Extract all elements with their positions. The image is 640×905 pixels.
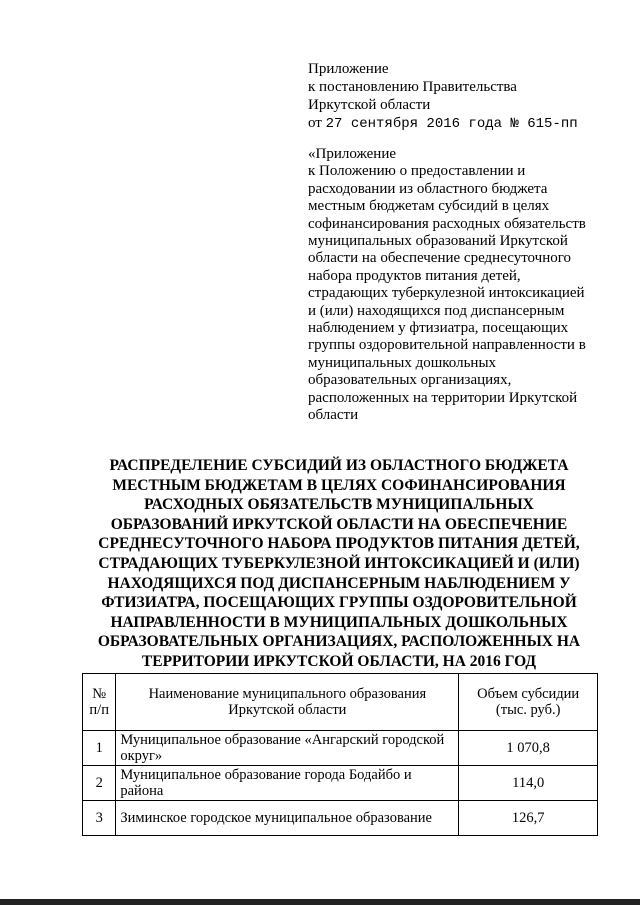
title-line: НАХОДЯЩИХСЯ ПОД ДИСПАНСЕРНЫМ НАБЛЮДЕНИЕМ У xyxy=(107,574,571,592)
annex-line: к Положению о предоставлении и xyxy=(308,163,526,180)
row-num: 2 xyxy=(83,766,116,801)
table-row xyxy=(83,766,598,801)
header-value: Объем субсидии (тыс. руб.) xyxy=(459,674,598,731)
row-value: 1 070,8 xyxy=(459,731,598,766)
title-line: ОБРАЗОВАНИЙ ИРКУТСКОЙ ОБЛАСТИ НА ОБЕСПЕЧЕНИЕ xyxy=(110,515,568,533)
annex-block xyxy=(308,146,600,425)
table-header-row xyxy=(83,674,598,731)
title-line: МЕСТНЫМ БЮДЖЕТАМ В ЦЕЛЯХ СОФИНАНСИРОВАНИЯ xyxy=(112,476,566,494)
row-name: Зиминское городское муниципальное образование xyxy=(116,801,459,836)
approval-block xyxy=(308,60,608,133)
row-num: 3 xyxy=(83,801,116,836)
title-line: РАСХОДНЫХ ОБЯЗАТЕЛЬСТВ МУНИЦИПАЛЬНЫХ xyxy=(144,496,534,514)
row-value: 126,7 xyxy=(459,801,598,836)
annex-line: софинансирования расходных обязательств xyxy=(308,215,586,232)
title-line: ОБРАЗОВАТЕЛЬНЫХ ОРГАНИЗАЦИЯХ, РАСПОЛОЖЕННЫХ НА xyxy=(97,633,581,651)
approval-line-2: к постановлению Правительства xyxy=(308,79,517,95)
annex-head: «Приложение xyxy=(308,146,397,162)
annex-line: муниципальных образований Иркутской xyxy=(308,233,568,250)
approval-from: от xyxy=(308,115,322,131)
approval-date-line xyxy=(308,114,608,133)
row-value: 114,0 xyxy=(459,766,598,801)
header-name: Наименование муниципального образования Иркутской области xyxy=(116,674,459,731)
annex-line: расходовании из областного бюджета xyxy=(308,180,548,197)
row-name: Муниципальное образование «Ангарский городской округ» xyxy=(116,731,459,766)
row-num: 1 xyxy=(83,731,116,766)
title-line: СТРАДАЮЩИХ ТУБЕРКУЛЕЗНОЙ ИНТОКСИКАЦИЕЙ И (ИЛИ) xyxy=(98,554,580,572)
document-title xyxy=(84,456,594,672)
approval-date-number: 27 сентября 2016 года № 615-пп xyxy=(325,116,578,132)
annex-line: и (или) находящихся под диспансерным xyxy=(308,302,565,319)
annex-line: образовательных организациях, xyxy=(308,372,512,389)
title-line: СРЕДНЕСУТОЧНОГО НАБОРА ПРОДУКТОВ ПИТАНИЯ ДЕТЕЙ, xyxy=(98,535,580,553)
annex-line: расположенных на территории Иркутской xyxy=(308,389,578,406)
annex-line: области xyxy=(308,407,359,424)
annex-line: области на обеспечение среднесуточного xyxy=(308,250,572,267)
title-line: ТЕРРИТОРИИ ИРКУТСКОЙ ОБЛАСТИ, НА 2016 ГОД xyxy=(141,652,537,670)
annex-line: муниципальных дошкольных xyxy=(308,354,497,371)
scan-bottom-edge xyxy=(0,899,640,905)
table-row xyxy=(83,731,598,766)
subsidy-table xyxy=(82,673,598,836)
table-row xyxy=(83,801,598,836)
annex-line: набора продуктов питания детей, xyxy=(308,267,521,284)
header-num: № п/п xyxy=(83,674,116,731)
title-line: ФТИЗИАТРА, ПОСЕЩАЮЩИХ ГРУППЫ ОЗДОРОВИТЕЛЬНОЙ xyxy=(101,594,577,612)
title-line: НАПРАВЛЕННОСТИ В МУНИЦИПАЛЬНЫХ ДОШКОЛЬНЫХ xyxy=(110,613,568,631)
approval-line-3: Иркутской области xyxy=(308,97,431,113)
title-line: РАСПРЕДЕЛЕНИЕ СУБСИДИЙ ИЗ ОБЛАСТНОГО БЮДЖЕТА xyxy=(109,457,569,474)
annex-line: местным бюджетам субсидий в целях xyxy=(308,198,550,215)
annex-line: страдающих туберкулезной интоксикацией xyxy=(308,285,585,302)
row-name: Муниципальное образование города Бодайбо и района xyxy=(116,766,459,801)
approval-line-1: Приложение xyxy=(308,61,389,77)
annex-line: наблюдением у фтизиатра, посещающих xyxy=(308,320,569,337)
annex-line: группы оздоровительной направленности в xyxy=(308,337,586,354)
